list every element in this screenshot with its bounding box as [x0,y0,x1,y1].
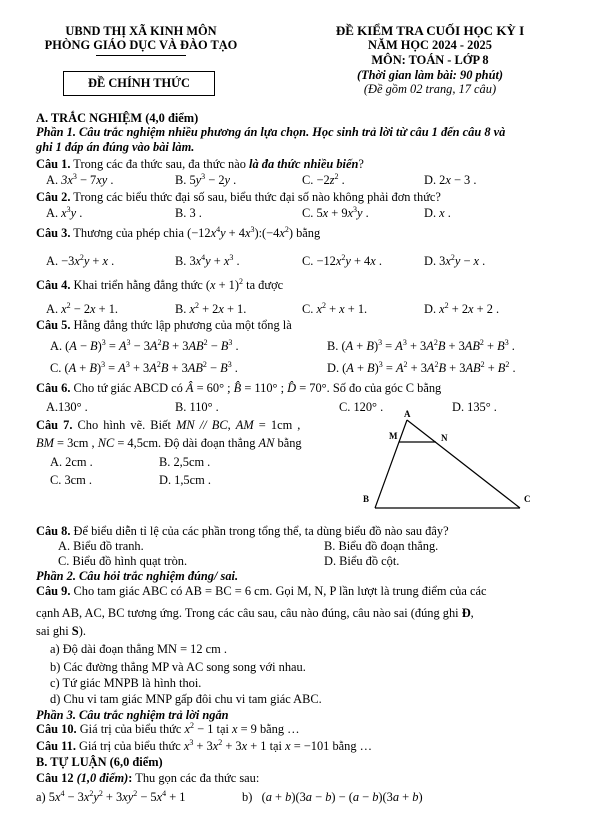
q9-label: Câu 9. [36,584,71,598]
q5-option-b: B. $(A + B)^3 = A^3 + 3A^2B + 3AB^2 + B^3$ . [327,337,515,353]
q1-option-a: A. $3x^3 - 7xy$ . [46,171,114,187]
label-c: C [524,494,531,504]
header-right-line3: MÔN: TOÁN - LỚP 8 [371,53,489,67]
q8-text: Để biểu diễn tỉ lệ của các phần trong tổng thể, ta dùng biểu đồ nào sau đây? [70,524,449,538]
q4-option-b: B. $x^2 + 2x + 1$. [175,300,247,316]
q11-end: bằng … [332,739,373,753]
q12-text: Thu gọn các đa thức sau: [132,771,260,785]
label-b: B [363,494,370,504]
q3-text: Thương của phép chia [70,226,184,240]
q9-text3: sai ghi [36,624,72,638]
q9-text1: Cho tam giác ABC có [70,584,183,598]
q12-b-label: b) [242,790,253,804]
question-9-line3 [36,624,86,639]
q4-option-d: D. $x^2 + 2x + 2$ . [424,300,500,316]
q9-text1b: . Gọi M, N, P lần lượt là trung điểm của các [269,584,487,598]
q2-option-b: B. 3 . [175,206,202,220]
q4-option-c: C. $x^2 + x + 1$. [302,300,368,316]
q3-option-c: C. $-12x^2y + 4x$ . [302,252,382,268]
q5-option-d: D. $(A + B)^3 = A^2 + 3A^2B + 3AB^2 + B^2$ . [327,359,516,375]
question-9-line1: Câu 9. Cho tam giác ABC có AB = BC = 6 cm. Gọi M, N, P lần lượt là trung điểm của các [36,584,487,598]
q6-option-a: A.130° . [46,400,88,414]
q7-label: Câu 7. [36,418,73,432]
q2-option-c: C. $5x + 9x^3y$ . [302,204,369,220]
q7-option-b: B. 2,5cm . [159,455,211,469]
q10-text: Giá trị của biểu thức [76,722,182,736]
section-b-title: B. TỰ LUẬN (6,0 điểm) [36,755,163,769]
header-left-line1: UBND THỊ XÃ KINH MÔN [65,24,217,38]
q10-mid: tại [216,722,229,736]
q9-item-c: c) Tứ giác MNPB là hình thoi. [50,676,202,690]
question-8 [36,524,449,539]
q10-label: Câu 10. [36,722,77,736]
question-7-line1: Câu 7. Cho hình vẽ. Biết MN // BC, AM = 1cm , [36,418,301,432]
q4-option-a: A. $x^2 - 2x + 1$. [46,300,119,316]
q6-label: Câu 6. [36,381,71,395]
q1-option-d: D. 2x − 3 . [424,173,477,187]
q7-parallel: MN // BC [176,418,228,432]
q8-label: Câu 8. [36,524,71,538]
header-right-line5: (Đề gồm 02 trang, 17 câu) [363,82,497,96]
q8-option-a: A. Biểu đồ tranh. [58,539,144,553]
q8-option-b: B. Biểu đồ đoạn thẳng. [324,539,439,553]
q3-expression: ($-12x^4y$ + $4x^3):(-4x^2)$ [187,224,293,240]
q5-label: Câu 5. [36,318,71,332]
q7-option-a: A. 2cm . [50,455,93,469]
header-right-line2: NĂM HỌC 2024 - 2025 [368,38,492,52]
q2-text: Trong các biểu thức đại số sau, biểu thức đại số nào không phải đơn thức? [70,190,441,204]
q4-text: Khai triển hằng đẳng thức [70,278,203,292]
q3-option-b: B. $3x^4y + x^3$ . [175,252,240,268]
q3-label: Câu 3. [36,226,71,240]
q6-text: Cho tứ giác ABCD có [70,381,183,395]
q2-option-a: A. $x^3y$ . [46,204,83,220]
q9-text2: cạnh AB, AC, BC tương ứng. Trong các câu sau, câu nào đúng, câu nào sai (đúng ghi [36,606,462,620]
official-box [63,71,215,96]
q1-option-b: B. $5y^3 - 2y$ . [175,171,237,187]
q6-option-c: C. 120° . [339,400,384,414]
q1-emph: là đa thức nhiều biến [249,157,359,171]
q9-text2b: , [470,606,474,620]
part3-title: Phần 3. Câu trắc nghiệm trả lời ngắn [36,708,229,722]
q7-option-c: C. 3cm . [50,473,92,487]
official-box-label: ĐỀ CHÍNH THỨC [88,76,190,90]
q7-am: AM [235,418,254,432]
q8-option-d: D. Biểu đồ cột. [324,554,400,568]
q5-option-c: C. $(A + B)^3 = A^3 + 3A^2B + 3AB^2 - B^3$ . [50,359,238,375]
question-4 [36,278,283,293]
question-12 [36,771,259,786]
q12-colon: : [128,771,133,785]
header-right-line1: ĐỀ KIỂM TRA CUỐI HỌC KỲ I [335,23,525,38]
q1-label: Câu 1. [36,157,71,171]
q12-label: Câu 12 [36,771,74,785]
question-6 [36,381,441,396]
q5-text: Hằng đẳng thức lập phương của một tổng là [70,318,292,332]
q4-end: ta được [246,278,284,292]
label-n: N [441,433,448,443]
q3-end: bằng [296,226,321,240]
question-3 [36,226,320,241]
q9-item-a: a) Độ dài đoạn thẳng MN = 12 cm . [50,642,227,656]
part1-line2: ghi 1 đáp án đúng vào bài làm. [36,140,195,154]
q7-text2: . Độ dài đoạn thẳng [158,436,256,450]
q7-an: AN [258,436,275,450]
q9-text3b: ). [78,624,86,638]
q1-end: ? [358,157,364,171]
q7-option-d: D. 1,5cm . [159,473,211,487]
q6-option-b: B. 110° . [175,400,219,414]
q7-text1: Cho hình vẽ. Biết [72,418,171,432]
part2-title: Phần 2. Câu hỏi trắc nghiệm đúng/ sai. [36,569,239,583]
q10-end: bằng … [259,722,300,736]
q2-label: Câu 2. [36,190,71,204]
question-5 [36,318,292,333]
question-2 [36,190,441,205]
header-right-line4: (Thời gian làm bài: 90 phút) [356,68,504,82]
header-left-underline [96,55,186,56]
q4-label: Câu 4. [36,278,71,292]
q4-expression: $(x + 1)^2$ [205,276,244,292]
q9-s: S [71,624,79,638]
header-left-line2: PHÒNG GIÁO DỤC VÀ ĐÀO TẠO [44,38,238,52]
q3-option-a: A. $-3x^2y + x$ . [46,252,115,268]
q7-triangle-figure [355,408,545,520]
q8-option-c: C. Biểu đồ hình quạt tròn. [58,554,188,568]
q7-comma: , [227,418,231,432]
q1-option-c: C. $-2z^2$ . [302,171,345,187]
question-7-line2: BM = 3cm , NC = 4,5cm. Độ dài đoạn thẳng AN bằng [36,436,302,450]
q11-mid: tại [269,739,282,753]
section-a-title: A. TRẮC NGHIỆM (4,0 điểm) [36,111,199,125]
q9-item-b: b) Các đường thẳng MP và AC song song với nhau. [50,660,306,674]
triangle-side-ac [407,420,520,508]
question-11: Câu 11. Giá trị của biểu thức $x^3 + 3x^2 + 3x + 1$ tại x = −101 bằng … [36,737,373,753]
q3-option-d: D. $3x^2y - x$ . [424,252,486,268]
q11-label: Câu 11. [36,739,76,753]
q12-a-label: a) [36,790,46,804]
question-9-line2 [36,606,474,621]
label-m: M [389,431,398,441]
q7-end: bằng [277,436,302,450]
q6-angles: Â = 60° ; B̂ = 110° ; D̂ = 70° [185,381,327,395]
question-10: Câu 10. Giá trị của biểu thức $x^2 - 1$ tại x = 9 bằng … [36,720,300,736]
question-1 [36,157,364,172]
q6-end: . Số đo của góc C bằng [326,381,442,395]
part1-line1: Phần 1. Câu trắc nghiệm nhiều phương án lựa chọn. Học sinh trả lời từ câu 1 đến câu 8 và [36,125,506,139]
q11-text: Giá trị của biểu thức [75,739,181,753]
q12-score: (1,0 điểm) [76,771,129,785]
q12-item-b: b) (a + b)(3a − b) − (a − b)(3a + b) [242,790,423,804]
q9-item-d: d) Chu vi tam giác MNP gấp đôi chu vi tam giác ABC. [50,692,322,706]
q1-text: Trong các đa thức sau, đa thức nào [70,157,250,171]
label-a: A [404,409,411,419]
q9-a-text: a) Độ dài đoạn thẳng [50,642,154,656]
q2-option-d: D. x . [424,206,451,220]
q6-option-d: D. 135° . [452,400,497,414]
q9-d: Đ [461,606,471,620]
q12-item-a: a) $5x^4 - 3x^2y^2 + 3xy^2 - 5x^4 + 1$ [36,788,186,804]
q5-option-a: A. $(A - B)^3 = A^3 - 3A^2B + 3AB^2 - B^3$ . [50,337,239,353]
